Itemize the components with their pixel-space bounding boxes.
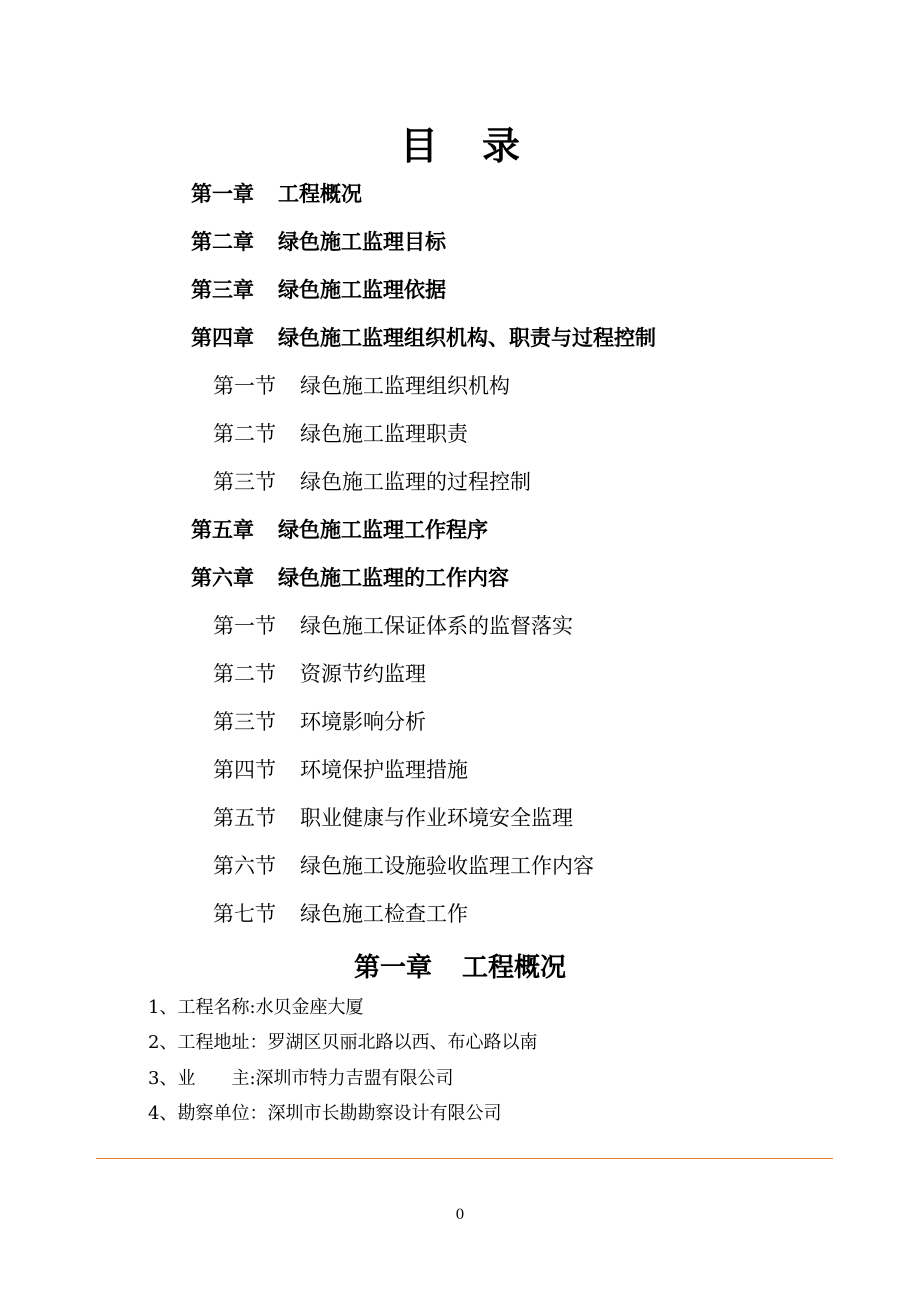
toc-entry[interactable]	[191, 321, 656, 355]
project-info-value: 罗湖区贝丽北路以西、布心路以南	[267, 1032, 538, 1053]
project-info-line	[148, 1029, 537, 1057]
page-number: 0	[455, 1207, 465, 1223]
toc-entry-text: 绿色施工监理的过程控制	[300, 470, 531, 494]
toc-entry-number: 第二节	[213, 422, 276, 446]
toc-entry-number: 第三章	[191, 278, 254, 302]
toc-title-char-1: 目	[399, 124, 438, 168]
toc-entry-text: 绿色施工监理工作程序	[278, 518, 488, 542]
project-info-line	[148, 1065, 454, 1093]
toc-entry-number: 第二节	[213, 662, 276, 686]
toc-entry-text: 职业健康与作业环境安全监理	[300, 806, 573, 830]
toc-entry-text: 资源节约监理	[300, 662, 426, 686]
project-info-value: 深圳市长勘勘察设计有限公司	[267, 1103, 502, 1124]
project-info-label: 4、勘察单位：	[148, 1103, 268, 1124]
toc-entry[interactable]	[213, 417, 468, 451]
toc-entry-text: 工程概况	[278, 182, 362, 206]
project-info-value: 深圳市特力吉盟有限公司	[255, 1068, 454, 1089]
toc-entry-number: 第一节	[213, 374, 276, 398]
toc-entry[interactable]	[191, 513, 488, 547]
toc-entry-number: 第一章	[191, 182, 254, 206]
toc-entry-text: 绿色施工监理目标	[278, 230, 446, 254]
toc-entry-text: 绿色施工监理依据	[278, 278, 446, 302]
toc-entry-number: 第六节	[213, 854, 276, 878]
toc-entry-text: 绿色施工设施验收监理工作内容	[300, 854, 594, 878]
toc-entry-text: 环境保护监理措施	[300, 758, 468, 782]
toc-entry-number: 第五节	[213, 806, 276, 830]
project-info-line	[148, 994, 364, 1022]
chapter-heading-title: 工程概况	[462, 953, 567, 983]
toc-title	[0, 118, 920, 174]
toc-entry[interactable]	[213, 801, 573, 835]
project-info-line	[148, 1100, 501, 1128]
toc-entry-text: 绿色施工监理职责	[300, 422, 468, 446]
chapter-heading-number: 第一章	[353, 953, 432, 983]
project-info-label: 1、工程名称:	[148, 997, 256, 1018]
project-info-label: 3、业 主:	[148, 1068, 256, 1089]
toc-entry-number: 第三节	[213, 470, 276, 494]
toc-entry-text: 绿色施工监理组织机构、职责与过程控制	[278, 326, 656, 350]
toc-entry[interactable]	[213, 369, 510, 403]
toc-entry[interactable]	[191, 273, 446, 307]
toc-entry-number: 第七节	[213, 902, 276, 926]
toc-entry[interactable]	[213, 657, 426, 691]
chapter-heading	[0, 948, 920, 988]
toc-entry[interactable]	[213, 465, 531, 499]
footer-divider	[96, 1158, 833, 1159]
toc-entry-number: 第二章	[191, 230, 254, 254]
project-info-value: 水贝金座大厦	[255, 997, 364, 1018]
toc-entry[interactable]	[213, 849, 594, 883]
toc-entry-text: 环境影响分析	[300, 710, 426, 734]
toc-entry-number: 第一节	[213, 614, 276, 638]
toc-entry[interactable]	[213, 705, 426, 739]
toc-entry-text: 绿色施工检查工作	[300, 902, 468, 926]
toc-entry[interactable]	[191, 225, 446, 259]
toc-entry-number: 第三节	[213, 710, 276, 734]
toc-entry-number: 第五章	[191, 518, 254, 542]
toc-title-char-2: 录	[482, 124, 521, 168]
toc-entry[interactable]	[213, 753, 468, 787]
toc-entry[interactable]	[213, 897, 468, 931]
toc-entry-number: 第四节	[213, 758, 276, 782]
toc-entry[interactable]	[191, 561, 509, 595]
toc-entry-number: 第四章	[191, 326, 254, 350]
toc-entry[interactable]	[191, 177, 362, 211]
toc-entry[interactable]	[213, 609, 573, 643]
toc-entry-text: 绿色施工监理的工作内容	[278, 566, 509, 590]
toc-entry-number: 第六章	[191, 566, 254, 590]
toc-entry-text: 绿色施工保证体系的监督落实	[300, 614, 573, 638]
project-info-label: 2、工程地址：	[148, 1032, 268, 1053]
toc-entry-text: 绿色施工监理组织机构	[300, 374, 510, 398]
